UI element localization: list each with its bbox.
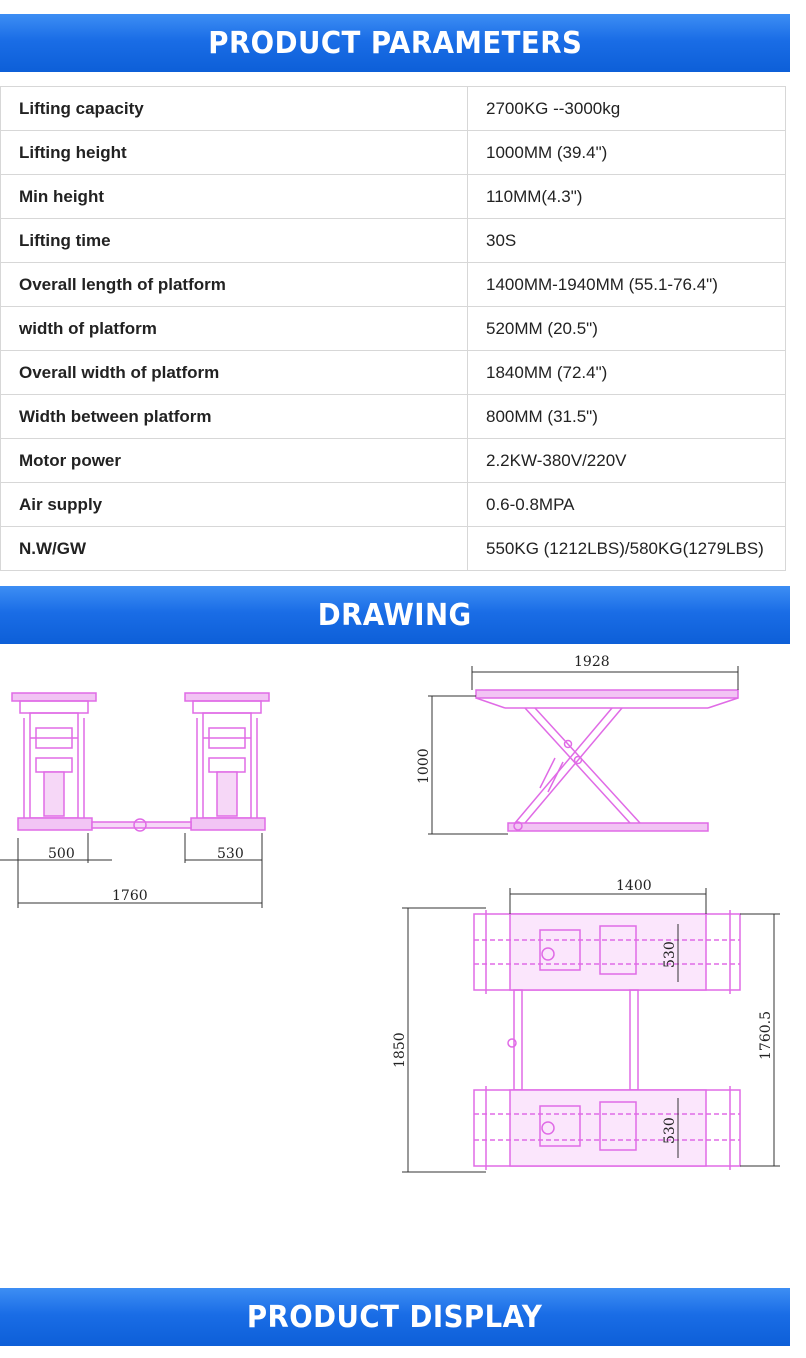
top-view — [474, 910, 740, 1170]
param-label: Lifting time — [1, 219, 468, 263]
parameters-table — [0, 86, 786, 571]
param-label: Motor power — [1, 439, 468, 483]
param-label: N.W/GW — [1, 527, 468, 571]
param-value: 2700KG --3000kg — [468, 87, 786, 131]
table-row — [1, 307, 786, 351]
dim-530-lower-label: 530 — [662, 1117, 678, 1144]
table-row — [1, 87, 786, 131]
table-row — [1, 483, 786, 527]
param-label: Overall length of platform — [1, 263, 468, 307]
param-value: 1000MM (39.4") — [468, 131, 786, 175]
param-value: 2.2KW-380V/220V — [468, 439, 786, 483]
param-label: Width between platform — [1, 395, 468, 439]
param-label: Lifting height — [1, 131, 468, 175]
param-value: 800MM (31.5") — [468, 395, 786, 439]
technical-drawing — [0, 648, 806, 1288]
table-row — [1, 439, 786, 483]
dim-1000-label: 1000 — [416, 748, 432, 784]
dim-500-label: 500 — [48, 846, 75, 862]
param-value: 30S — [468, 219, 786, 263]
table-row — [1, 219, 786, 263]
dim-1760-5-label: 1760.5 — [758, 1011, 774, 1060]
param-value: 1400MM-1940MM (55.1-76.4") — [468, 263, 786, 307]
parameters-banner — [0, 14, 790, 72]
display-title: PRODUCT DISPLAY — [247, 1299, 543, 1335]
display-banner — [0, 1288, 790, 1346]
dim-1400-label: 1400 — [616, 878, 652, 894]
table-row — [1, 175, 786, 219]
param-value: 0.6-0.8MPA — [468, 483, 786, 527]
table-row — [1, 527, 786, 571]
table-row — [1, 131, 786, 175]
param-value: 110MM(4.3") — [468, 175, 786, 219]
param-value: 550KG (1212LBS)/580KG(1279LBS) — [468, 527, 786, 571]
dim-530-upper-label: 530 — [662, 941, 678, 968]
param-label: Air supply — [1, 483, 468, 527]
parameters-title: PRODUCT PARAMETERS — [207, 25, 583, 61]
table-row — [1, 263, 786, 307]
front-view — [12, 693, 269, 831]
dim-530-label: 530 — [217, 846, 244, 862]
param-value: 1840MM (72.4") — [468, 351, 786, 395]
param-label: Overall width of platform — [1, 351, 468, 395]
table-row — [1, 395, 786, 439]
dim-1850-label: 1850 — [392, 1032, 408, 1068]
table-row — [1, 351, 786, 395]
drawing-title: DRAWING — [318, 597, 472, 633]
param-label: width of platform — [1, 307, 468, 351]
drawing-banner — [0, 586, 790, 644]
side-view — [476, 690, 738, 831]
param-label: Min height — [1, 175, 468, 219]
param-value: 520MM (20.5") — [468, 307, 786, 351]
param-label: Lifting capacity — [1, 87, 468, 131]
dim-1928-label: 1928 — [574, 654, 610, 670]
dim-1760-label: 1760 — [112, 888, 148, 904]
